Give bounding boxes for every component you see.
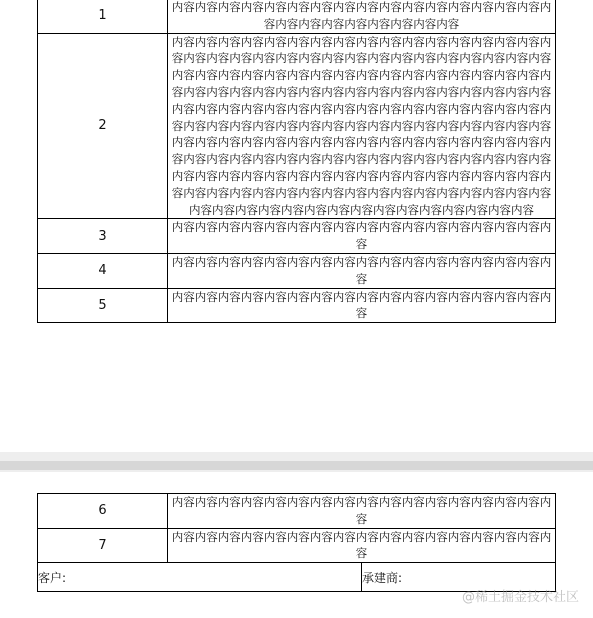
row-content: 内容内容内容内容内容内容内容内容内容内容内容内容内容内容内容内容内容 <box>168 528 556 563</box>
row-number: 1 <box>38 0 168 33</box>
row-number: 2 <box>38 33 168 219</box>
table-row <box>38 33 556 219</box>
row-content: 内容内容内容内容内容内容内容内容内容内容内容内容内容内容内容内容内容内容内容内容内容内容内容内容内容 <box>168 0 556 33</box>
row-content: 内容内容内容内容内容内容内容内容内容内容内容内容内容内容内容内容内容 <box>168 288 556 323</box>
row-number: 6 <box>38 494 168 529</box>
row-content: 内容内容内容内容内容内容内容内容内容内容内容内容内容内容内容内容内容 <box>168 494 556 529</box>
page-break <box>0 452 593 472</box>
table-row <box>38 494 556 529</box>
table-row <box>38 253 556 288</box>
table-row <box>38 528 556 563</box>
row-content: 内容内容内容内容内容内容内容内容内容内容内容内容内容内容内容内容内容 <box>168 219 556 254</box>
page-break-divider <box>0 461 593 470</box>
content-table-page-2 <box>37 493 556 592</box>
row-number: 3 <box>38 219 168 254</box>
row-number: 7 <box>38 528 168 563</box>
content-table-page-1 <box>37 0 556 323</box>
contractor-signature-label: 承建商: <box>362 563 556 592</box>
row-number: 4 <box>38 253 168 288</box>
watermark: @稀土掘金技术社区 <box>462 590 580 605</box>
row-content: 内容内容内容内容内容内容内容内容内容内容内容内容内容内容内容内容内容内容内容内容内容内容内容内容内容内容内容内容内容内容内容内容内容内容内容内容内容内容内容内容内容内容内容内容内容内容内容内容内容内容内容内容内容内容内容内容内容内容内容内容内容内容内容内容内容内容内容内容内容内容内容内容内容内容内容内容内容内容内容内容内容内容内容内容内容内容内容内容内容内容内容内容内容内容内容内容内容内容内容内容内容内容内容内容内容内容内容内容内容内容内容内容内容内容内容内容内容内容内容内容内容内容内容内容内容内容内容内容内容内容内容内容内容内容内容内容内容内容内容内容内容内容内容内容内容内容内容内容内容内容内容内容内容内容内容内容内容内容内容内容内容内容内容内容内容内容内容内容内容内容内容内容内容内容内容内容内容内容内容内容 <box>168 33 556 219</box>
row-number: 5 <box>38 288 168 323</box>
row-content: 内容内容内容内容内容内容内容内容内容内容内容内容内容内容内容内容内容 <box>168 253 556 288</box>
table-row <box>38 0 556 33</box>
table-row <box>38 219 556 254</box>
customer-signature-label: 客户: <box>38 563 362 592</box>
table-row <box>38 288 556 323</box>
